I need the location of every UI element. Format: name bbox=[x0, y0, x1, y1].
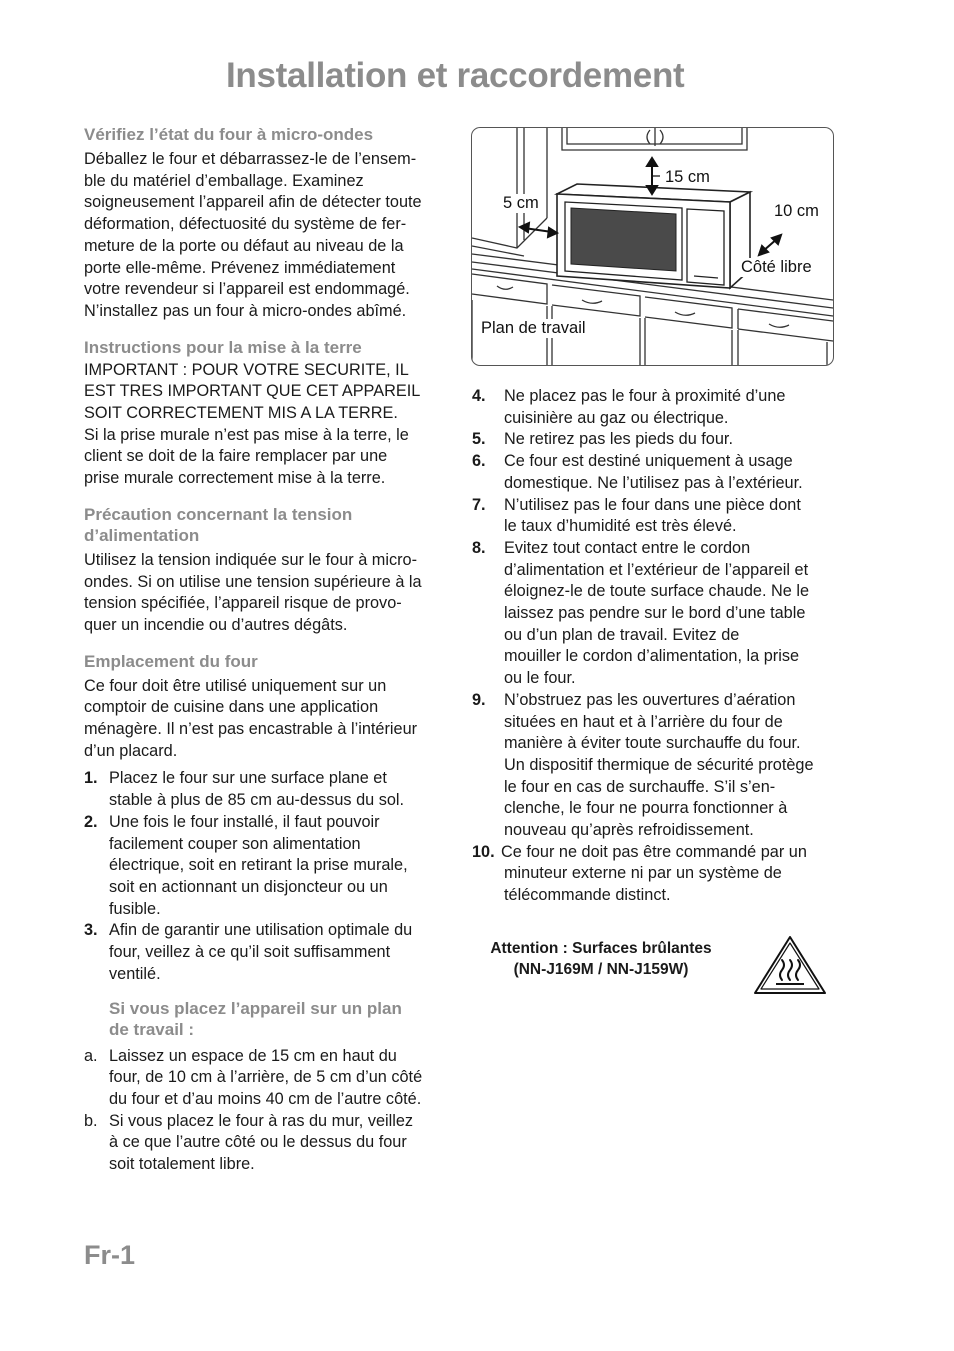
left-column bbox=[84, 124, 456, 1176]
text-line: client se doit de la faire remplacer par une bbox=[84, 447, 388, 466]
item-number: 9. bbox=[472, 690, 486, 709]
text-line: ventilé. bbox=[109, 964, 161, 983]
text-line: soit en actionnant un disjoncteur ou un bbox=[109, 877, 388, 896]
list-item bbox=[84, 1046, 456, 1111]
item-number: 7. bbox=[472, 495, 486, 514]
item-number: 5. bbox=[472, 430, 486, 449]
numbered-list bbox=[84, 768, 456, 985]
text-line: cuisinière au gaz ou électrique. bbox=[504, 408, 729, 427]
label-back-gap: 10 cm bbox=[774, 202, 819, 220]
text-line: nouveau qu’après refroidissement. bbox=[504, 821, 754, 840]
section-body bbox=[84, 550, 456, 637]
text-line: four, veillez à ce qu’il soit suffisamment bbox=[109, 943, 391, 962]
label-top-gap: 15 cm bbox=[665, 168, 710, 186]
text-line: fusible. bbox=[109, 899, 161, 918]
section-grounding bbox=[84, 337, 456, 490]
text-line: prise murale correctement mise à la terre. bbox=[84, 469, 386, 488]
item-number: 1. bbox=[84, 769, 98, 788]
item-number: 4. bbox=[472, 387, 486, 405]
text-line: tension spécifiée, l’appareil risque de provo- bbox=[84, 594, 402, 613]
hot-surface-warning bbox=[472, 938, 730, 980]
numbered-list bbox=[472, 386, 844, 907]
text-line: domestique. Ne l’utilisez pas à l’extérieur. bbox=[504, 473, 803, 492]
text-line: ble du matériel d’emballage. Examinez bbox=[84, 171, 364, 190]
item-number: 8. bbox=[472, 538, 486, 557]
text-line: manière à éviter toute surchauffe du four. bbox=[504, 734, 801, 753]
list-item bbox=[472, 386, 844, 429]
text-line: éloignez-le de toute surface chaude. Ne le bbox=[504, 582, 810, 601]
text-line: le taux d’humidité est très élevé. bbox=[504, 517, 737, 536]
text-line: Ce four doit être utilisé uniquement sur un bbox=[84, 676, 387, 695]
text-line: votre revendeur si l’appareil est endommagé. bbox=[84, 280, 410, 299]
section-heading bbox=[84, 504, 456, 546]
text-line: Laissez un espace de 15 cm en haut du bbox=[109, 1046, 397, 1065]
section-body bbox=[84, 149, 456, 323]
label-worktop: Plan de travail bbox=[481, 319, 586, 337]
list-item bbox=[472, 429, 844, 451]
lettered-list bbox=[84, 1046, 456, 1176]
text-line: Si vous placez le four à ras du mur, veillez bbox=[109, 1111, 414, 1130]
list-item bbox=[472, 842, 844, 907]
text-line: soit totalement libre. bbox=[109, 1155, 255, 1174]
text-line: Afin de garantir une utilisation optimale du bbox=[109, 921, 413, 940]
text-line: situées en haut et à l’arrière du four de bbox=[504, 712, 783, 731]
label-side-gap: 5 cm bbox=[503, 194, 539, 212]
list-item bbox=[84, 812, 456, 921]
list-item bbox=[84, 1111, 456, 1176]
text-line: ou le four. bbox=[504, 669, 576, 688]
text-line: N’installez pas un four à micro-ondes abîmé. bbox=[84, 301, 407, 320]
text-line: déformation, défectuosité du système de fer- bbox=[84, 215, 407, 234]
text-line: ondes. Si on utilise une tension supérieure à la bbox=[84, 572, 422, 591]
heading-line: Si vous placez l’appareil sur un plan bbox=[109, 998, 402, 1018]
text-line: Ce four ne doit pas être commandé par un bbox=[501, 842, 807, 861]
section-body bbox=[84, 360, 456, 490]
hot-surface-icon bbox=[752, 934, 828, 996]
installation-diagram bbox=[471, 127, 834, 366]
warning-line: Attention : Surfaces brûlantes bbox=[490, 940, 712, 957]
section-heading: Emplacement du four bbox=[84, 651, 258, 671]
item-number: 10. bbox=[472, 842, 495, 861]
item-number: 2. bbox=[84, 812, 98, 831]
text-line: stable à plus de 85 cm au-dessus du sol. bbox=[109, 791, 405, 810]
text-line: SOIT CORRECTEMENT MIS A LA TERRE. bbox=[84, 404, 398, 423]
text-line: ménagère. Il n’est pas encastrable à l’intérieur bbox=[84, 720, 418, 739]
section-check-oven bbox=[84, 124, 456, 323]
warning-line: (NN-J169M / NN-J159W) bbox=[513, 961, 689, 978]
text-line: mouiller le cordon d’alimentation, la prise bbox=[504, 647, 800, 666]
item-letter: b. bbox=[84, 1111, 98, 1130]
worktop-subheading bbox=[109, 998, 456, 1040]
right-column bbox=[472, 386, 844, 907]
text-line: électrique, soit en retirant la prise murale, bbox=[109, 856, 408, 875]
text-line: EST TRES IMPORTANT QUE CET APPAREIL bbox=[84, 382, 421, 401]
list-item bbox=[472, 451, 844, 494]
text-line: ou d’un plan de travail. Evitez de bbox=[504, 625, 740, 644]
text-line: clenche, le four ne pourra fonctionner à bbox=[504, 799, 788, 818]
text-line: facilement couper son alimentation bbox=[109, 834, 361, 853]
list-item bbox=[84, 768, 456, 811]
text-line: d’un placard. bbox=[84, 741, 178, 760]
text-line: quer un incendie ou d’autres dégâts. bbox=[84, 615, 348, 634]
item-number: 6. bbox=[472, 452, 486, 471]
text-line: Ce four est destiné uniquement à usage bbox=[504, 452, 793, 471]
text-line: N’obstruez pas les ouvertures d’aération bbox=[504, 690, 796, 709]
text-line: N’utilisez pas le four dans une pièce dont bbox=[504, 495, 801, 514]
text-line: Si la prise murale n’est pas mise à la terre, le bbox=[84, 425, 409, 444]
text-line: meture de la porte ou défaut au niveau de la bbox=[84, 236, 404, 255]
heading-line: Précaution concernant la tension bbox=[84, 504, 353, 524]
text-line: d’alimentation et l’extérieur de l’appareil et bbox=[504, 560, 809, 579]
heading-line: de travail : bbox=[109, 1019, 195, 1039]
text-line: Evitez tout contact entre le cordon bbox=[504, 538, 751, 557]
list-item bbox=[472, 495, 844, 538]
text-line: soigneusement l’appareil afin de détecter toute bbox=[84, 193, 422, 212]
list-item bbox=[472, 538, 844, 690]
text-line: du four et d’au moins 40 cm de l’autre côté. bbox=[109, 1089, 422, 1108]
text-line: le four en cas de surchauffe. S’il s’en- bbox=[504, 777, 776, 796]
text-line: télécommande distinct. bbox=[504, 886, 671, 905]
section-heading: Instructions pour la mise à la terre bbox=[84, 337, 362, 357]
section-body bbox=[84, 676, 456, 763]
text-line: four, de 10 cm à l’arrière, de 5 cm d’un côté bbox=[109, 1068, 423, 1087]
section-heading: Vérifiez l’état du four à micro-ondes bbox=[84, 125, 374, 144]
section-location bbox=[84, 651, 456, 763]
text-line: Utilisez la tension indiquée sur le four à micro- bbox=[84, 550, 418, 569]
text-line: Ne retirez pas les pieds du four. bbox=[504, 430, 733, 449]
text-line: Une fois le four installé, il faut pouvoir bbox=[109, 812, 380, 831]
text-line: Placez le four sur une surface plane et bbox=[109, 769, 387, 788]
label-free-side: Côté libre bbox=[741, 258, 812, 276]
text-line: porte elle-même. Prévenez immédiatement bbox=[84, 258, 396, 277]
section-voltage bbox=[84, 504, 456, 637]
item-number: 3. bbox=[84, 921, 98, 940]
page-title: Installation et raccordement bbox=[226, 56, 685, 95]
list-item bbox=[84, 920, 456, 985]
text-line: minuteur externe ni par un système de bbox=[504, 864, 782, 883]
heading-line: d’alimentation bbox=[84, 525, 200, 545]
text-line: Un dispositif thermique de sécurité protège bbox=[504, 755, 814, 774]
text-line: laissez pas pendre sur le bord d’une table bbox=[504, 604, 806, 623]
text-line: comptoir de cuisine dans une application bbox=[84, 698, 379, 717]
page-number: Fr-1 bbox=[84, 1240, 136, 1270]
text-line: à ce que l’autre côté ou le dessus du four bbox=[109, 1133, 407, 1152]
item-letter: a. bbox=[84, 1046, 98, 1065]
list-item bbox=[472, 690, 844, 842]
text-line: IMPORTANT : POUR VOTRE SECURITE, IL bbox=[84, 360, 409, 379]
text-line: Déballez le four et débarrassez-le de l’ensem- bbox=[84, 150, 417, 168]
text-line: Ne placez pas le four à proximité d’une bbox=[504, 387, 786, 405]
